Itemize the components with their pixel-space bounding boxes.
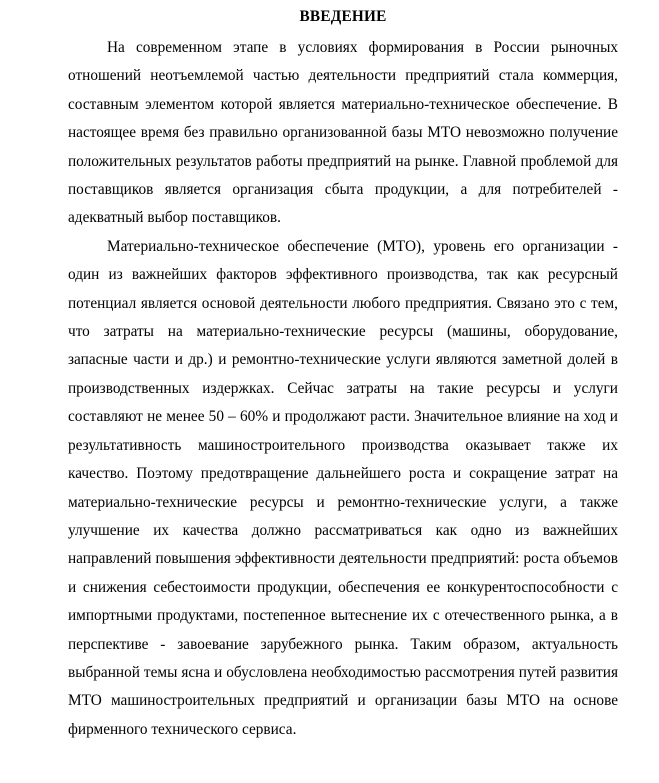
document-body (68, 7, 618, 744)
paragraph: На современном этапе в условиях формирования в России рыночных отношений неотъемлемой частью деятельности предприятий стала коммерция, составным элементом которой является материально-техническое обеспечение. В настоящее время без правильно организованной базы МТО невозможно получение положительных результатов работы предприятий на рынке. Главной проблемой для поставщиков является организация сбыта продукции, а для потребителей - адекватный выбор поставщиков. (68, 39, 618, 227)
paragraph: Материально-техническое обеспечение (МТО), уровень его организации - один из важнейших факторов эффективного производства, так как ресурсный потенциал является основой деятельности любого предприятия. Связано это с тем, что затраты на материально-технические ресурсы (машины, оборудование, запасные части и др.) и ремонтно-технические услуги являются заметной долей в производственных издержках. Сейчас затраты на такие ресурсы и услуги составляют не менее 50 – 60% и продолжают расти. Значительное влияние на ход и результативность машиностроительного производства оказывает также их качество. Поэтому предотвращение дальнейшего роста и сокращение затрат на материально-технические ресурсы и ремонтно-технические услуги, а также улучшение их качества должно рассматриваться как одно из важнейших направлений повышения эффективности деятельности предприятий: роста объемов и снижения себестоимости продукции, обеспечения ее конкурентоспособности с импортными продуктами, постепенное вытеснение их с отечественного рынка, а в перспективе - завоевание зарубежного рынка. Таким образом, актуальность выбранной темы ясна и обусловлена необходимостью рассмотрения путей развития МТО машиностроительных предприятий и организации базы МТО на основе фирменного технического сервиса. (68, 237, 618, 738)
section-heading: ВВЕДЕНИЕ (299, 8, 387, 25)
